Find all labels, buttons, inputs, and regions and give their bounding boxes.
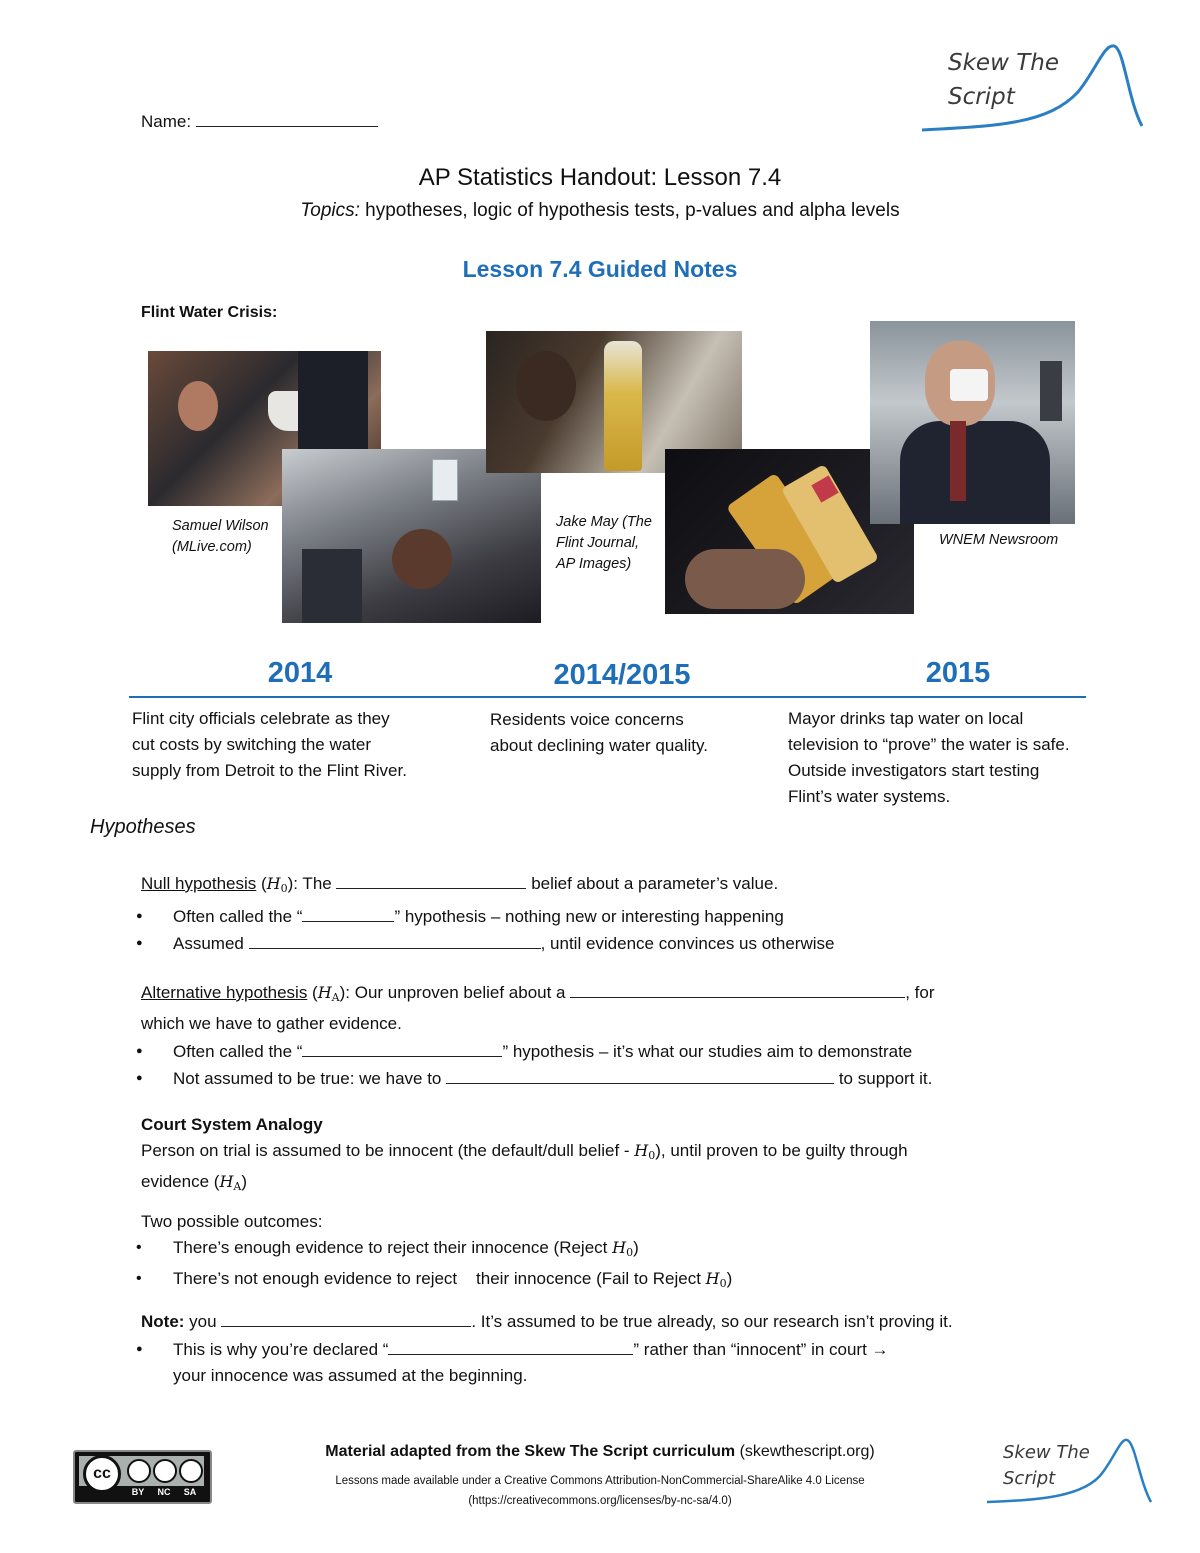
guided-notes-heading: Lesson 7.4 Guided Notes — [462, 256, 738, 282]
h-sub: A — [331, 990, 340, 1004]
topics-line — [0, 200, 1200, 222]
b-post: ” hypothesis – it’s what our studies aim to demonstrate — [502, 1041, 913, 1061]
timeline-event-1 — [132, 706, 472, 784]
h0-symbol — [706, 1269, 727, 1288]
cc-icon: cc — [83, 1455, 121, 1493]
outcomes-label: Two possible outcomes: — [141, 1212, 323, 1231]
alt-hypothesis-block — [141, 979, 1141, 1092]
logo-line1: Skew The — [948, 50, 1059, 76]
caption-line: AP Images) — [556, 556, 632, 572]
footer-logo-line1: Skew The — [1003, 1442, 1090, 1463]
o-pre: There’s not enough evidence to reject their innocence (Fail to Reject — [173, 1269, 706, 1288]
note-block — [141, 1308, 1141, 1389]
h0-symbol — [634, 1141, 655, 1160]
caption-line: Samuel Wilson — [172, 518, 269, 534]
timeline-divider — [129, 696, 1086, 698]
h-letter: H — [317, 982, 332, 1002]
note-line — [141, 1308, 1141, 1335]
event-line: Flint’s water systems. — [788, 787, 951, 806]
event-line: cut costs by switching the water — [132, 735, 372, 754]
n-line2: your innocence was assumed at the beginning. — [173, 1365, 528, 1385]
b-post: , until evidence convinces us otherwise — [540, 933, 835, 953]
court-pre: Person on trial is assumed to be innocent (the default/dull belief - — [141, 1141, 635, 1160]
note-bullet-blank[interactable] — [388, 1336, 633, 1355]
event-line: Outside investigators start testing — [788, 761, 1040, 780]
name-label: Name: — [141, 111, 192, 131]
outcome-bullets — [103, 1235, 1141, 1297]
o-post: ) — [726, 1269, 733, 1288]
footer-license: Lessons made available under a Creative Commons Attribution-NonCommercial-ShareAlike 4.0 License — [335, 1475, 865, 1487]
null-blank[interactable] — [336, 870, 526, 889]
caption-line: (MLive.com) — [172, 539, 252, 555]
n-post: ” rather than “innocent” in court → — [633, 1339, 889, 1359]
event-line: about declining water quality. — [490, 736, 708, 755]
o-post: ) — [633, 1238, 639, 1257]
alt-line2: which we have to gather evidence. — [141, 1013, 402, 1033]
footer-logo — [985, 1432, 1155, 1510]
h-letter: H — [219, 1172, 234, 1191]
caption-line: Flint Journal, — [556, 535, 640, 551]
null-hypothesis-block — [141, 870, 1141, 957]
o-pre: There’s enough evidence to reject their innocence (Reject — [173, 1238, 613, 1257]
name-field[interactable] — [141, 108, 378, 135]
h-sub: 0 — [626, 1246, 634, 1259]
h-letter: H — [612, 1238, 627, 1257]
caption-jake-may — [556, 512, 652, 575]
b-post: ” hypothesis – nothing new or interesting happening — [394, 906, 784, 926]
timeline-year-1: 2014 — [267, 657, 333, 689]
event-line: Mayor drinks tap water on local — [788, 709, 1024, 728]
h0-symbol — [612, 1238, 633, 1257]
alt-term: Alternative hypothesis — [141, 982, 308, 1002]
footer-license-url[interactable]: (https://creativecommons.org/licenses/by-nc-sa/4.0) — [468, 1495, 732, 1507]
note-pre: you — [184, 1311, 222, 1331]
alt-b1-blank[interactable] — [302, 1038, 502, 1057]
outcome-2 — [103, 1266, 1141, 1297]
alt-bullet-2 — [103, 1065, 1141, 1092]
alt-bullet-1 — [103, 1038, 1141, 1065]
null-bullets — [103, 903, 1141, 957]
alt-blank[interactable] — [570, 979, 905, 998]
note-blank[interactable] — [221, 1308, 471, 1327]
court-line2 — [141, 1169, 1141, 1200]
note-bullets — [103, 1336, 1141, 1389]
photo-officials-toast — [282, 449, 541, 623]
name-blank[interactable] — [196, 108, 378, 127]
b-pre: Often called the “ — [173, 1041, 303, 1061]
topics-text: hypotheses, logic of hypothesis tests, p-values and alpha levels — [359, 200, 900, 221]
alt-symbol — [318, 983, 340, 1002]
footer-logo-line2: Script — [1003, 1468, 1056, 1489]
b-post: to support it. — [834, 1068, 933, 1088]
ha-symbol — [219, 1172, 241, 1191]
topics-label: Topics: — [300, 200, 360, 221]
event-line: Flint city officials celebrate as they — [132, 709, 390, 728]
flint-label: Flint Water Crisis: — [141, 304, 278, 321]
timeline-year-3: 2015 — [925, 657, 991, 689]
court-post: ) — [241, 1172, 248, 1191]
h-sub: A — [233, 1180, 242, 1193]
footer-credit-rest: (skewthescript.org) — [735, 1443, 875, 1460]
null-post: belief about a parameter’s value. — [526, 873, 779, 893]
caption-wnem: WNEM Newsroom — [939, 532, 1059, 548]
footer-credit-bold: Material adapted from the Skew The Script curriculum — [325, 1443, 736, 1460]
b-pre: Assumed — [173, 933, 249, 953]
hypotheses-heading: Hypotheses — [90, 816, 196, 838]
note-post: . It’s assumed to be true already, so our research isn’t proving it. — [471, 1311, 953, 1331]
caption-line: Jake May (The — [556, 514, 652, 530]
null-symbol — [267, 874, 288, 893]
event-line: television to “prove” the water is safe. — [788, 735, 1070, 754]
alt-b2-blank[interactable] — [446, 1065, 834, 1084]
h-sub: 0 — [719, 1277, 727, 1290]
event-line: supply from Detroit to the Flint River. — [132, 761, 407, 780]
note-bullet — [103, 1336, 1141, 1389]
alt-bullets — [103, 1038, 1141, 1092]
page-title: AP Statistics Handout: Lesson 7.4 — [418, 164, 782, 191]
cc-sa-label: SA — [183, 1487, 197, 1497]
timeline-year-2: 2014/2015 — [553, 659, 691, 691]
court-heading: Court System Analogy — [141, 1115, 323, 1134]
null-b1-blank[interactable] — [302, 903, 394, 922]
note-label: Note: — [141, 1311, 185, 1331]
h-sub: 0 — [648, 1149, 656, 1162]
cc-by-label: BY — [131, 1487, 145, 1497]
cc-nc-label: NC — [157, 1487, 171, 1497]
skew-the-script-logo — [918, 40, 1148, 140]
null-bullet-2 — [103, 930, 1141, 957]
null-pre: : The — [293, 873, 332, 893]
null-hypothesis-def: Null hypothesis $(H_0)$: The belief about a parameter’s value. — [141, 870, 1141, 902]
caption-samuel-wilson — [172, 516, 269, 558]
null-b2-blank[interactable] — [249, 930, 541, 949]
null-bullet-1 — [103, 903, 1141, 930]
null-term: Null hypothesis — [141, 873, 257, 893]
b-pre: Often called the “ — [173, 906, 303, 926]
court-pre: evidence ( — [141, 1172, 220, 1191]
court-line1 — [141, 1138, 1141, 1169]
photo-mayor-drinking — [870, 321, 1075, 524]
h-sub: 0 — [280, 881, 288, 895]
alt-post: , for — [905, 982, 935, 1002]
timeline-event-3 — [788, 706, 1138, 810]
b-pre: Not assumed to be true: we have to — [173, 1068, 447, 1088]
outcome-1 — [103, 1235, 1141, 1266]
alt-pre: : Our unproven belief about a — [345, 982, 571, 1002]
event-line: Residents voice concerns — [490, 710, 684, 729]
h-letter: H — [634, 1141, 649, 1160]
h-letter: H — [266, 873, 281, 893]
court-post: ), until proven to be guilty through — [655, 1141, 908, 1160]
alt-hypothesis-def: Alternative hypothesis $(H_A)$: Our unproven belief about a , for — [141, 979, 1141, 1011]
h-letter: H — [705, 1269, 720, 1288]
court-block — [141, 1112, 1141, 1297]
timeline-event-2 — [490, 707, 770, 759]
n-pre: This is why you’re declared “ — [173, 1339, 389, 1359]
logo-line2: Script — [948, 84, 1015, 110]
